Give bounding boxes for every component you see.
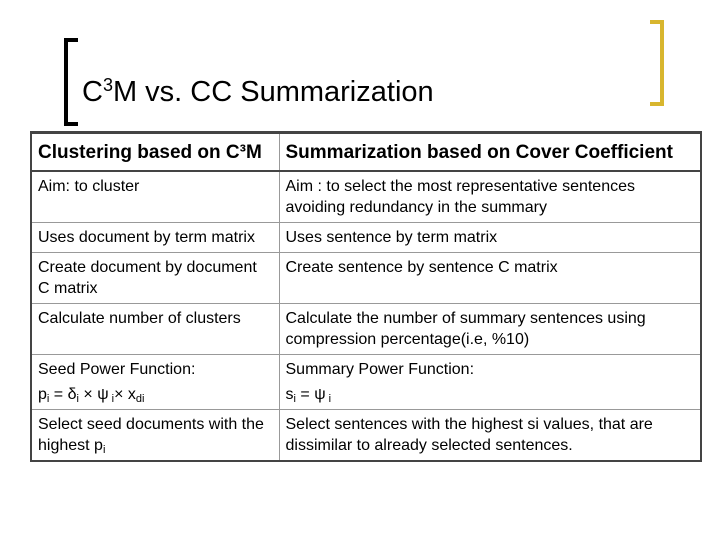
table-row bbox=[31, 171, 701, 223]
row-select-left: Select seed documents with the highest $p_i$ bbox=[31, 410, 279, 462]
row-aim-right: Aim : to select the most representative sentences avoiding redundancy in the summary bbox=[279, 171, 701, 223]
table-header-row bbox=[31, 133, 701, 172]
title-bracket-right bbox=[650, 20, 664, 106]
header-summarization: Summarization based on Cover Coefficient bbox=[279, 133, 701, 172]
row-aim-left: Aim: to cluster bbox=[31, 171, 279, 223]
table-row bbox=[31, 223, 701, 253]
row-select-right: Select sentences with the highest si values, that are dissimilar to already selected sentences. bbox=[279, 410, 701, 462]
table-row bbox=[31, 382, 701, 410]
row-number-left: Calculate number of clusters bbox=[31, 304, 279, 355]
title-bracket-left bbox=[64, 38, 78, 126]
row-number-right: Calculate the number of summary sentences using compression percentage(i.e, %10) bbox=[279, 304, 701, 355]
formula-summary-power: $s_i = \psi$ $_i$ bbox=[279, 382, 701, 410]
table-row bbox=[31, 304, 701, 355]
table-row bbox=[31, 355, 701, 383]
row-matrix-right: Uses sentence by term matrix bbox=[279, 223, 701, 253]
title-superscript: 3 bbox=[102, 75, 113, 95]
formula-seed-power: $p_i = \delta_i \times \psi$ $_i\times x_{di}$ bbox=[31, 382, 279, 410]
table-row bbox=[31, 253, 701, 304]
row-power-right: Summary Power Function: bbox=[279, 355, 701, 383]
row-power-left: Seed Power Function: bbox=[31, 355, 279, 383]
row-cmatrix-left: Create document by document C matrix bbox=[31, 253, 279, 304]
slide-title bbox=[82, 74, 434, 110]
header-clustering: Clustering based on C³M bbox=[31, 133, 279, 172]
table-row bbox=[31, 410, 701, 462]
row-matrix-left: Uses document by term matrix bbox=[31, 223, 279, 253]
comparison-table bbox=[30, 131, 702, 462]
title-part-c: C bbox=[82, 76, 103, 108]
row-cmatrix-right: Create sentence by sentence C matrix bbox=[279, 253, 701, 304]
title-part-rest: M vs. CC Summarization bbox=[112, 76, 434, 108]
